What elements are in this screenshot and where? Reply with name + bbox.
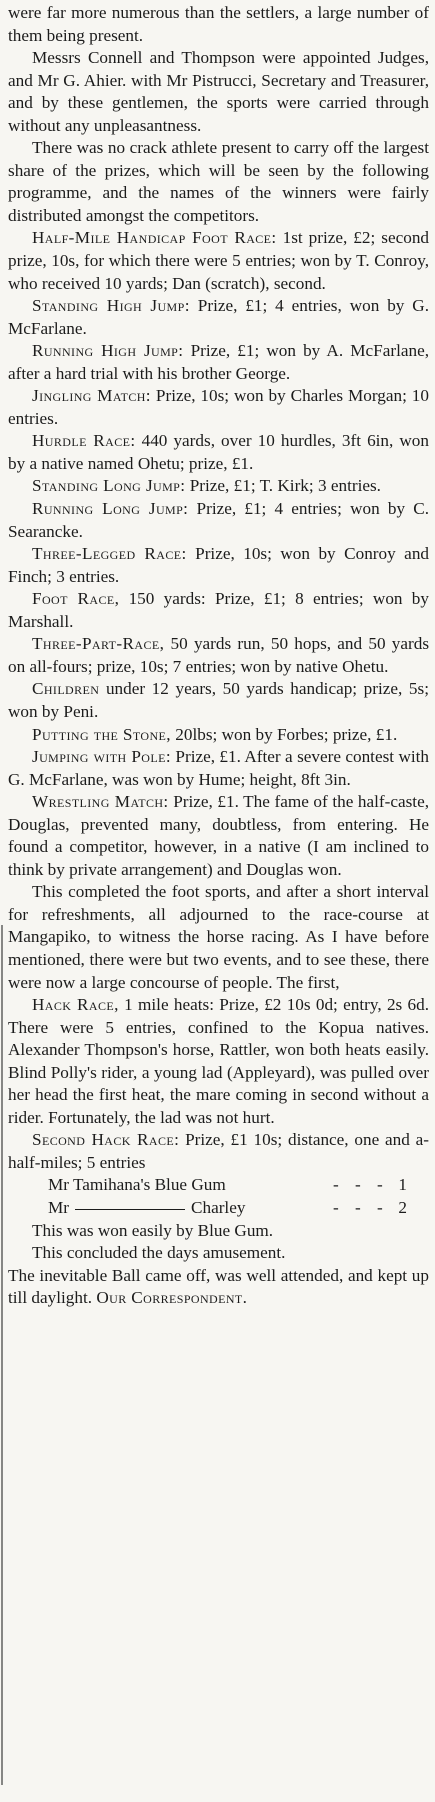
event-wrestling-match	[8, 791, 429, 881]
event-title: Half-Mile Handicap Foot Race:	[32, 228, 277, 248]
result-position: 2	[398, 1197, 407, 1217]
event-title: Jumping with Pole:	[32, 747, 172, 767]
event-standing-high-jump	[8, 295, 429, 340]
event-title: Hurdle Race:	[32, 431, 136, 451]
result-horse-line	[48, 1197, 333, 1220]
event-text: Prize, £1; 4 entries; won by C. Searancke.	[8, 499, 429, 541]
column-rule	[1, 925, 3, 1785]
event-text: Prize, £1; T. Kirk; 3 entries.	[189, 476, 381, 496]
blank-rule	[75, 1209, 185, 1210]
result-row-first	[8, 1174, 429, 1197]
event-hack-race	[8, 994, 429, 1129]
event-running-long-jump	[8, 498, 429, 543]
event-text: 1st prize, £2; second prize, 10s, for which there were 5 entries; won by T. Conroy, who received 10 yards; Dan (scratch), second.	[8, 228, 430, 293]
signoff: Our Correspondent.	[96, 1288, 248, 1308]
event-text: Prize, £1 10s; distance, one and a-half-miles; 5 entries	[8, 1130, 429, 1172]
ball-paragraph	[8, 1265, 429, 1310]
event-title: Running High Jump:	[32, 341, 184, 361]
event-title: Standing High Jump:	[32, 296, 190, 316]
event-text: Prize, 10s; won by Conroy and Finch; 3 entries.	[8, 544, 430, 586]
event-text: Prize, £1; won by A. McFarlane, after a hard trial with his brother George.	[8, 341, 429, 383]
event-standing-long-jump	[8, 475, 429, 498]
event-title: Foot Race,	[32, 589, 120, 609]
result-leader: - - -	[333, 1175, 389, 1195]
event-second-hack-race	[8, 1129, 429, 1174]
result-horse: Charley	[191, 1197, 246, 1217]
event-title: Three-Part-Race,	[32, 634, 165, 654]
event-text: under 12 years, 50 yards handicap; prize, 5s; won by Peni.	[8, 679, 429, 721]
event-text: 440 yards, over 10 hurdles, 3ft 6in, won by a native named Ohetu; prize, £1.	[8, 431, 429, 473]
event-putting-the-stone	[8, 724, 429, 747]
event-jumping-with-pole	[8, 746, 429, 791]
event-title: Standing Long Jump:	[32, 476, 186, 496]
foot-sports-paragraph: This completed the foot sports, and after a short interval for refreshments, all adjourned to the race-course at Mangapiko, to witness the horse racing. As I have before mentioned, there were but two events, and to see these, there were now a large concourse of people. The first,	[8, 882, 429, 992]
result-horse-prefix: Mr	[48, 1197, 70, 1217]
intro-paragraph-end: were far more numerous than the settlers, a large number of them being present.	[8, 3, 429, 45]
event-title: Jingling Match:	[32, 386, 151, 406]
result-leader: - - -	[333, 1197, 389, 1217]
event-text: 150 yards: Prize, £1; 8 entries; won by Marshall.	[8, 589, 429, 631]
event-text: Prize, 10s; won by Charles Morgan; 10 entries.	[8, 386, 429, 428]
result-row-second	[8, 1197, 429, 1220]
event-text: 20lbs; won by Forbes; prize, £1.	[175, 724, 398, 744]
concluded-paragraph: This concluded the days amusement.	[32, 1243, 286, 1263]
result-position: 1	[398, 1175, 407, 1195]
event-title: Running Long Jump:	[32, 499, 189, 519]
event-text: 1 mile heats: Prize, £2 10s 0d; entry, 2s 6d. There were 5 entries, confined to the Kopua natives. Alexander Thompson's horse, Rattler, won both heats easily. Blind Polly's rider, a young lad (Appleyard), was pulled over her head the first heat, the mare coming in second without a rider. Fortunately, the lad was not hurt.	[8, 995, 430, 1127]
event-foot-race	[8, 588, 429, 633]
event-jingling-match	[8, 385, 429, 430]
no-crack-athlete-paragraph: There was no crack athlete present to carry off the largest share of the prizes, which will be seen by the following programme, and the names of the winners were fairly distributed amongst the competitors.	[8, 138, 429, 225]
event-half-mile-handicap	[8, 227, 429, 295]
event-title: Hack Race,	[32, 995, 119, 1015]
event-title: Second Hack Race:	[32, 1130, 180, 1150]
event-children-handicap	[8, 678, 429, 723]
result-horse: Mr Tamihana's Blue Gum	[48, 1175, 226, 1195]
ball-text: The inevitable Ball came off, was well attended, and kept up till daylight.	[8, 1265, 429, 1308]
officials-paragraph: Messrs Connell and Thompson were appointed Judges, and Mr G. Ahier. with Mr Pistrucci, Secretary and Treasurer, and by these gentlemen, the sports were carried through without any unpleasantness.	[8, 48, 429, 135]
event-title: Wrestling Match:	[32, 792, 169, 812]
event-hurdle-race	[8, 430, 429, 475]
event-text: Prize, £1. The fame of the half-caste, Douglas, prevented many, doubtless, from entering. He found a competitor, however, in a native (I am inclined to think by private arrangement) and Douglas won.	[8, 792, 430, 879]
event-running-high-jump	[8, 340, 429, 385]
event-title: Three-Legged Race:	[32, 544, 187, 564]
event-text: 50 yards run, 50 hops, and 50 yards on all-fours; prize, 10s; 7 entries; won by native Ohetu.	[8, 634, 430, 676]
event-text: Prize, £1; 4 entries, won by G. McFarlane.	[8, 296, 429, 338]
won-easily-paragraph: This was won easily by Blue Gum.	[32, 1220, 274, 1240]
event-title: Children	[32, 679, 100, 699]
event-title: Putting the Stone,	[32, 724, 171, 744]
event-three-legged-race	[8, 543, 429, 588]
event-text: Prize, £1. After a severe contest with G. McFarlane, was won by Hume; height, 8ft 3in.	[8, 747, 429, 789]
event-three-part-race	[8, 633, 429, 678]
